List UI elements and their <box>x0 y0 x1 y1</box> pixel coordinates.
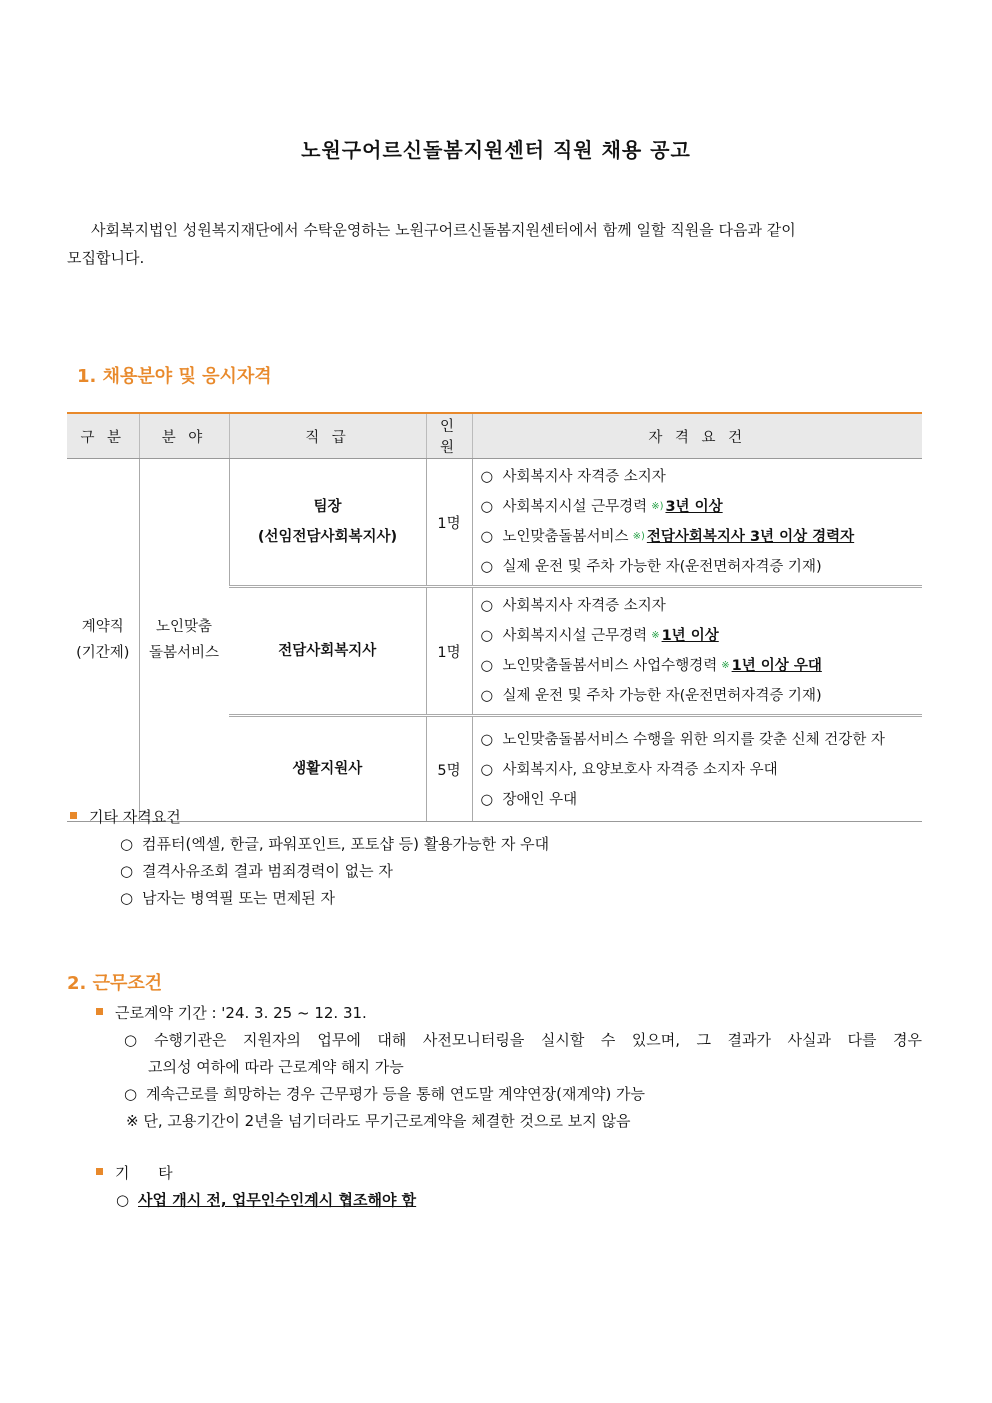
requirement-item <box>481 725 915 755</box>
position-cell: 전담사회복지사 <box>229 587 426 716</box>
requirement-item <box>481 651 915 681</box>
circle-bullet-icon: ○ <box>480 792 494 808</box>
requirements-cell <box>472 587 922 716</box>
intro-paragraph <box>67 216 867 272</box>
square-bullet-icon <box>96 1168 103 1175</box>
intro-line-2: 모집합니다. <box>67 249 145 267</box>
contract-note: ※ 단, 고용기간이 2년을 넘기더라도 무기근로계약을 체결한 것으로 보지 않음 <box>126 1112 631 1130</box>
requirement-item <box>481 621 915 651</box>
requirement-highlight: 3년 이상 <box>665 499 723 515</box>
position-cell <box>229 459 426 587</box>
circle-bullet-icon: ○ <box>480 762 494 778</box>
requirement-text: 노인맞춤돌봄서비스 사업수행경력 <box>502 658 718 674</box>
section-1-heading: 1. 채용분야 및 응시자격 <box>77 366 272 387</box>
position-text: 팀장 (선임전담사회복지사) <box>257 499 398 545</box>
circle-bullet-icon: ○ <box>124 1031 138 1049</box>
requirement-text: 사회복지사 자격증 소지자 <box>502 469 666 485</box>
circle-bullet-icon: ○ <box>116 1191 130 1209</box>
note-mark: ※ <box>721 660 730 671</box>
recruitment-table <box>67 412 922 822</box>
field-text: 노인맞춤 돌봄서비스 <box>148 619 220 661</box>
requirement-item <box>481 522 915 552</box>
header-count: 인 원 <box>426 413 472 459</box>
requirement-highlight: 1년 이상 <box>661 628 719 644</box>
requirement-text: 노인맞춤돌봄서비스 수행을 위한 의지를 갖춘 신체 건강한 자 <box>502 732 885 748</box>
circle-bullet-icon: ○ <box>120 889 134 907</box>
list-item-text: 수행기관은 지원자의 업무에 대해 사전모니터링을 실시할 수 있으며, 그 결과가 사실과 다를 경우 <box>154 1031 922 1049</box>
square-bullet-icon <box>70 812 77 819</box>
other-requirements <box>70 804 549 912</box>
circle-bullet-icon: ○ <box>480 499 494 515</box>
list-item <box>70 831 549 858</box>
list-item-text: 결격사유조회 결과 범죄경력이 없는 자 <box>142 862 393 880</box>
requirement-highlight: 전담사회복지사 3년 이상 경력자 <box>646 529 855 545</box>
circle-bullet-icon: ○ <box>480 732 494 748</box>
requirement-text: 실제 운전 및 주차 가능한 자(운전면허자격증 기재) <box>502 559 822 575</box>
circle-bullet-icon: ○ <box>480 658 494 674</box>
requirement-text: 사회복지사, 요양보호사 자격증 소지자 우대 <box>502 762 778 778</box>
requirement-text: 사회복지시설 근무경력 <box>502 499 648 515</box>
list-item <box>96 1027 922 1054</box>
list-item-text: 컴퓨터(엑셀, 한글, 파워포인트, 포토샵 등) 활용가능한 자 우대 <box>142 835 550 853</box>
list-item-text: 계속근로를 희망하는 경우 근무평가 등을 통해 연도말 계약연장(재계약) 가능 <box>146 1085 646 1103</box>
contract-conditions <box>96 1000 922 1135</box>
count-cell: 1명 <box>426 587 472 716</box>
circle-bullet-icon: ○ <box>124 1085 138 1103</box>
requirement-item <box>481 755 915 785</box>
requirements-cell <box>472 459 922 587</box>
circle-bullet-icon: ○ <box>480 598 494 614</box>
note-mark: ※) <box>651 501 664 512</box>
header-category: 구 분 <box>67 413 139 459</box>
note-mark: ※) <box>632 531 645 542</box>
requirement-text: 사회복지사 자격증 소지자 <box>502 598 666 614</box>
header-field: 분 야 <box>139 413 229 459</box>
requirement-text: 사회복지시설 근무경력 <box>502 628 648 644</box>
header-position: 직 급 <box>229 413 426 459</box>
table-header-row <box>67 413 922 459</box>
other-requirements-title <box>70 804 549 831</box>
note-mark: ※ <box>651 630 660 641</box>
requirement-item <box>481 462 915 492</box>
requirement-highlight: 1년 이상 우대 <box>731 658 822 674</box>
circle-bullet-icon: ○ <box>120 835 134 853</box>
requirement-item <box>481 492 915 522</box>
list-item-continuation: 고의성 여하에 따라 근로계약 해지 가능 <box>148 1058 404 1076</box>
circle-bullet-icon: ○ <box>480 688 494 704</box>
requirement-item <box>481 681 915 711</box>
circle-bullet-icon: ○ <box>480 469 494 485</box>
field-cell <box>139 459 229 822</box>
table-row <box>67 459 922 587</box>
list-item <box>96 1187 416 1214</box>
circle-bullet-icon: ○ <box>480 529 494 545</box>
requirement-item <box>481 591 915 621</box>
position-cell: 생활지원사 <box>229 716 426 822</box>
count-cell: 1명 <box>426 459 472 587</box>
list-item <box>96 1081 922 1108</box>
list-item <box>70 885 549 912</box>
etc-title <box>96 1160 416 1187</box>
list-item-text: 남자는 병역필 또는 면제된 자 <box>142 889 335 907</box>
etc-conditions <box>96 1160 416 1214</box>
category-text: 계약직 (기간제) <box>76 619 130 661</box>
page-title: 노원구어르신돌봄지원센터 직원 채용 공고 <box>301 138 691 162</box>
contract-title <box>96 1000 922 1027</box>
circle-bullet-icon: ○ <box>120 862 134 880</box>
etc-item-text: 사업 개시 전, 업무인수인계시 협조해야 함 <box>138 1191 417 1209</box>
other-title-text: 기타 자격요건 <box>89 808 181 826</box>
requirement-text: 노인맞춤돌봄서비스 <box>502 529 629 545</box>
circle-bullet-icon: ○ <box>480 559 494 575</box>
requirement-text: 실제 운전 및 주차 가능한 자(운전면허자격증 기재) <box>502 688 822 704</box>
requirement-item <box>481 552 915 582</box>
intro-line-1: 사회복지법인 성원복지재단에서 수탁운영하는 노원구어르신돌봄지원센터에서 함께 일할 직원을 다음과 같이 <box>91 221 796 239</box>
header-requirements: 자 격 요 건 <box>472 413 922 459</box>
section-2-heading: 2. 근무조건 <box>67 973 163 994</box>
contract-title-text: 근로계약 기간 : '24. 3. 25 ~ 12. 31. <box>115 1004 367 1022</box>
circle-bullet-icon: ○ <box>480 628 494 644</box>
etc-title-text: 기 타 <box>115 1164 173 1182</box>
list-item <box>70 858 549 885</box>
square-bullet-icon <box>96 1008 103 1015</box>
category-cell <box>67 459 139 822</box>
requirement-text: 장애인 우대 <box>502 792 578 808</box>
count-cell: 5명 <box>426 716 472 822</box>
